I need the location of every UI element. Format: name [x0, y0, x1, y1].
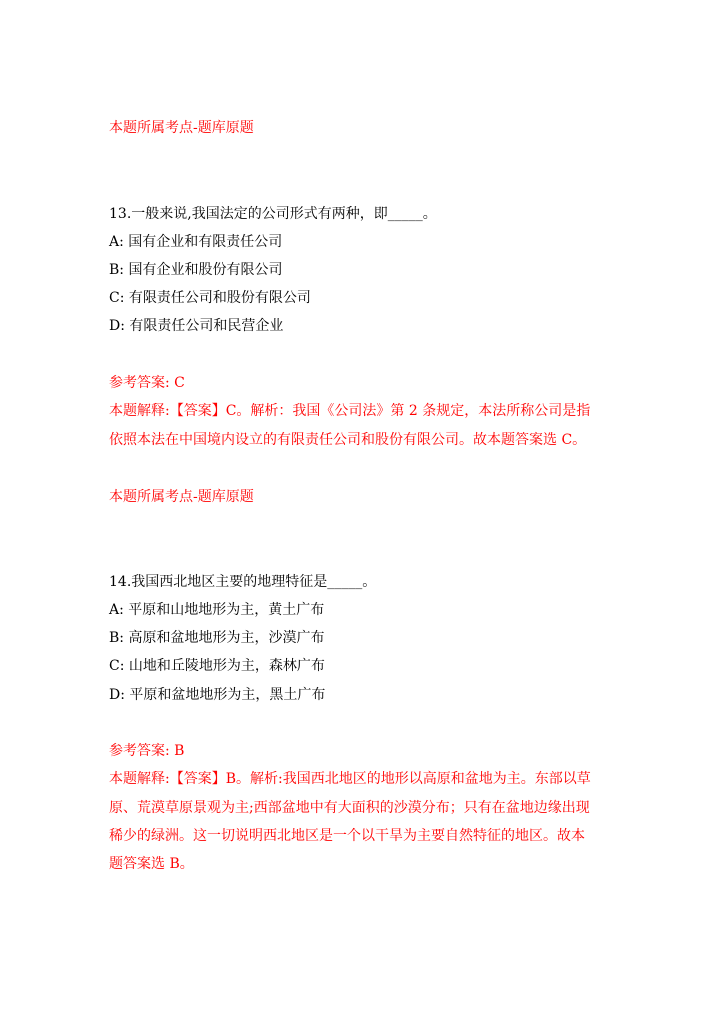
question-13-source-note: 本题所属考点-题库原题 [109, 489, 254, 505]
question-14-option-b: B: 高原和盆地地形为主，沙漠广布 [109, 630, 325, 646]
question-14-option-a: A: 平原和山地地形为主，黄土广布 [109, 602, 325, 618]
question-14-explanation-line: 原、荒漠草原景观为主;西部盆地中有大面积的沙漠分布；只有在盆地边缘出现 [109, 800, 590, 816]
question-14-answer: 参考答案: B [109, 743, 185, 759]
question-14-option-c: C: 山地和丘陵地形为主，森林广布 [109, 658, 325, 674]
question-14-stem: 14.我国西北地区主要的地理特征是_____。 [109, 574, 377, 590]
source-note: 本题所属考点-题库原题 [109, 120, 254, 136]
question-13-option-d: D: 有限责任公司和民营企业 [109, 318, 284, 334]
question-13-explanation-line: 本题解释:【答案】C。解析：我国《公司法》第 2 条规定，本法所称公司是指 [109, 403, 591, 419]
question-13-option-a: A: 国有企业和有限责任公司 [109, 234, 283, 250]
question-13-answer: 参考答案: C [109, 375, 185, 391]
question-14-explanation-line: 题答案选 B。 [109, 856, 194, 872]
question-14-explanation-line: 稀少的绿洲。这一切说明西北地区是一个以干旱为主要自然特征的地区。故本 [109, 828, 585, 844]
question-13-stem: 13.一般来说,我国法定的公司形式有两种，即_____。 [109, 206, 437, 222]
question-13-option-c: C: 有限责任公司和股份有限公司 [109, 290, 311, 306]
question-13-explanation-line: 依照本法在中国境内设立的有限责任公司和股份有限公司。故本题答案选 C。 [109, 432, 587, 448]
question-14-option-d: D: 平原和盆地地形为主，黑土广布 [109, 687, 326, 703]
question-13-option-b: B: 国有企业和股份有限公司 [109, 262, 283, 278]
question-14-explanation-line: 本题解释:【答案】B。解析:我国西北地区的地形以高原和盆地为主。东部以草 [109, 771, 591, 787]
